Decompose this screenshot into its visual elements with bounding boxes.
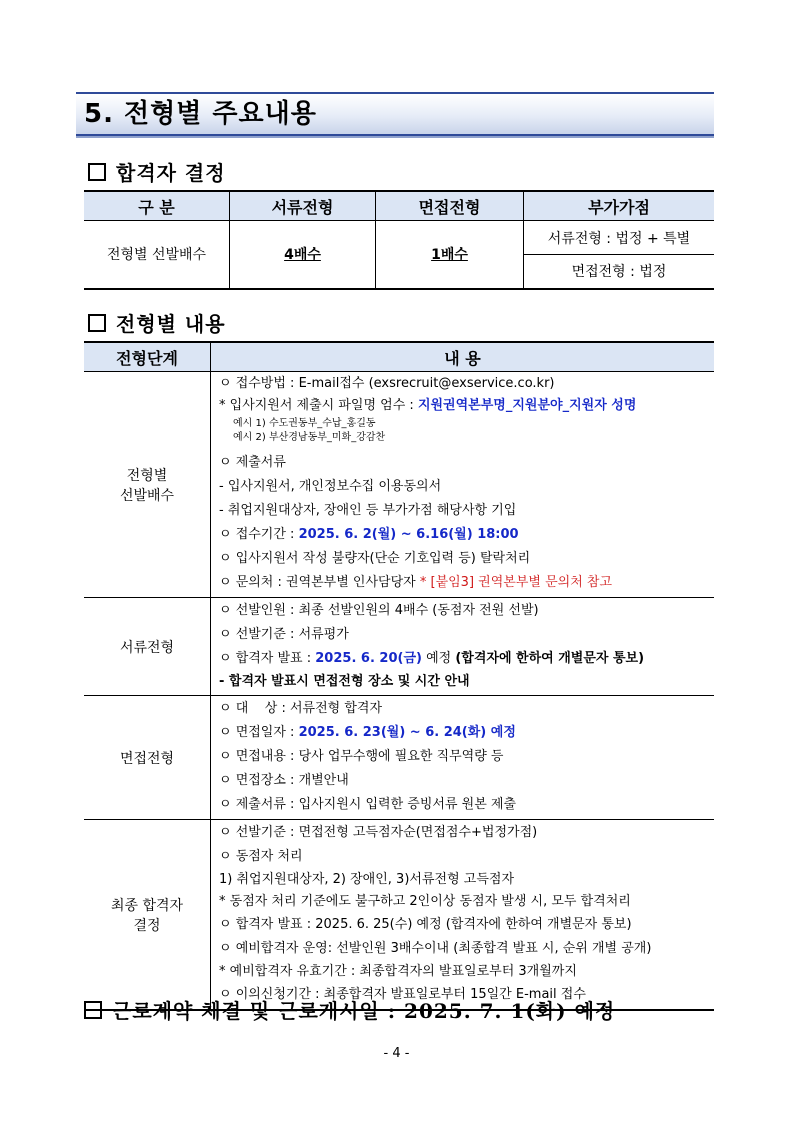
content-line: ㅇ 입사지원서 작성 불량자(단순 기호입력 등) 탈락처리 — [219, 551, 531, 566]
bonus-interview: 면접전형 : 법정 — [524, 255, 715, 289]
doc-ratio: 4배수 — [230, 221, 376, 289]
stage-label: 서류전형 — [84, 598, 211, 696]
content-line: - 입사지원서, 개인정보수집 이용동의서 — [219, 479, 442, 494]
col-header-content: 내 용 — [211, 342, 715, 372]
stage-label: 전형별 선발배수 — [84, 372, 211, 598]
table-row — [84, 372, 714, 598]
stage-label: 최종 합격자 결정 — [84, 820, 211, 1011]
content-line: * 예비합격자 유효기간 : 최종합격자의 발표일로부터 3개월까지 — [219, 964, 577, 979]
content-line: ㅇ 면접장소 : 개별안내 — [219, 773, 349, 788]
col-header-document: 서류전형 — [230, 191, 376, 221]
square-bullet-icon — [88, 314, 106, 332]
content-line: ㅇ 선발기준 : 서류평가 — [219, 627, 349, 642]
content-line: * 동점자 처리 기준에도 불구하고 2인이상 동점자 발생 시, 모두 합격처리 — [219, 894, 631, 909]
content-line: ㅇ 동점자 처리 — [219, 849, 303, 864]
content-line: ㅇ 선발인원 : 최종 선발인원의 4배수 (동점자 전원 선발) — [219, 603, 539, 618]
example-line: 예시 1) 수도권동부_수납_홍길동 — [233, 418, 376, 429]
content-line: - 합격자 발표시 면접전형 장소 및 시간 안내 — [219, 674, 470, 689]
example-line: 예시 2) 부산경남동부_미화_강감찬 — [233, 432, 386, 443]
col-header-category: 구 분 — [84, 191, 230, 221]
table-row — [84, 598, 714, 696]
col-header-bonus: 부가가점 — [524, 191, 715, 221]
heading-pass-decision — [88, 157, 226, 186]
table-header-row — [84, 342, 714, 372]
content-line: ㅇ 합격자 발표 : 2025. 6. 20(금) 예정 (합격자에 한하여 개별문자 통보) — [219, 651, 645, 666]
bonus-doc: 서류전형 : 법정 + 특별 — [524, 221, 715, 255]
content-line: ㅇ 대 상 : 서류전형 합격자 — [219, 701, 383, 716]
stage-content — [211, 820, 715, 1011]
content-line: ㅇ 예비합격자 운영: 선발인원 3배수이내 (최종합격 발표 시, 순위 개별 공개) — [219, 941, 652, 956]
section-title: 5. 전형별 주요내용 — [84, 99, 317, 129]
table-row — [84, 221, 714, 255]
page-number: - 4 - — [383, 1046, 410, 1061]
heading-text: 근로계약 체결 및 근로개시일 : 2025. 7. 1(화) 예정 — [112, 999, 616, 1023]
content-line: ㅇ 면접일자 : 2025. 6. 23(월) ~ 6. 24(화) 예정 — [219, 725, 516, 740]
heading-text: 합격자 결정 — [116, 161, 226, 185]
section-header — [76, 92, 714, 136]
content-line: ㅇ 제출서류 : 입사지원시 입력한 증빙서류 원본 제출 — [219, 797, 517, 812]
square-bullet-icon — [88, 163, 106, 181]
content-line: ㅇ 접수방법 : E-mail접수 (exsrecruit@exservice.co.kr) — [219, 376, 555, 391]
stage-content — [211, 598, 715, 696]
content-line: ㅇ 제출서류 — [219, 455, 286, 470]
stage-content — [211, 696, 715, 820]
heading-contract-date — [84, 995, 615, 1024]
stage-label: 면접전형 — [84, 696, 211, 820]
stage-content-table — [84, 341, 714, 1011]
content-line: 1) 취업지원대상자, 2) 장애인, 3)서류전형 고득점자 — [219, 872, 514, 887]
interview-ratio: 1배수 — [376, 221, 524, 289]
col-header-interview: 면접전형 — [376, 191, 524, 221]
stage-content — [211, 372, 715, 598]
row-label: 전형별 선발배수 — [84, 221, 230, 289]
heading-text: 전형별 내용 — [116, 312, 226, 336]
table-row — [84, 820, 714, 1011]
content-line: ㅇ 합격자 발표 : 2025. 6. 25(수) 예정 (합격자에 한하여 개별문자 통보) — [219, 917, 632, 932]
content-line: - 취업지원대상자, 장애인 등 부가가점 해당사항 기입 — [219, 503, 517, 518]
content-line: ㅇ 접수기간 : 2025. 6. 2(월) ~ 6.16(월) 18:00 — [219, 527, 519, 542]
col-header-stage: 전형단계 — [84, 342, 211, 372]
content-line: ㅇ 이의신청기간 : 최종합격자 발표일로부터 15일간 E-mail 접수 — [219, 987, 586, 1002]
table-row — [84, 696, 714, 820]
square-bullet-icon — [84, 1001, 102, 1019]
content-line: ㅇ 면접내용 : 당사 업무수행에 필요한 직무역량 등 — [219, 749, 504, 764]
heading-stage-content — [88, 308, 226, 337]
selection-ratio-table — [84, 190, 714, 290]
content-line: ㅇ 선발기준 : 면접전형 고득점자순(면접점수+법정가점) — [219, 825, 538, 840]
table-header-row — [84, 191, 714, 221]
content-line: ㅇ 문의처 : 권역본부별 인사담당자 * [붙임3] 권역본부별 문의처 참고 — [219, 575, 612, 590]
content-line: * 입사지원서 제출시 파일명 엄수 : 지원권역본부명_지원분야_지원자 성명 — [219, 398, 637, 413]
